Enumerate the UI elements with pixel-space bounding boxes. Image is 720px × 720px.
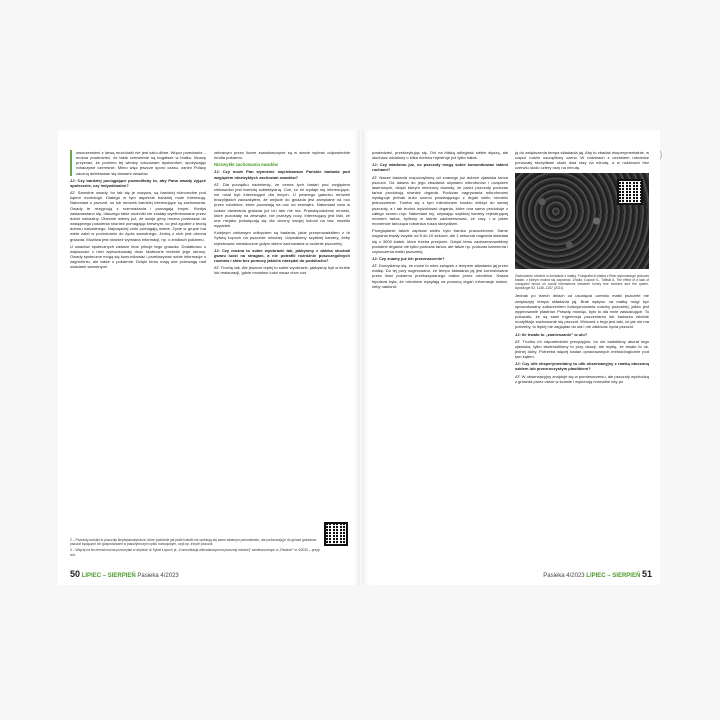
interview-answer: AT: Trochę tak. Ale jeszcze lepiej to sobie wyobrazić, jakbyśmy byli w klubie lub restauracji, gdzie mnóstwo ludzi naraz chce coś bbox=[214, 265, 350, 276]
interview-answer: Przeglądanie takich zapisów wideo było bardzo pracochłonne. Same nagrania trwały zwykle od 5 do 10 sekund, ale 1 sekunda nagrania składała się z 3000 klatek, które trzeba przejrzeć. Dzięki temu zaobserwowaliśmy podobne drgania nie tylko podczas tańca, ale także np. podczas karmienia i czyszczenia matki pszczelej. bbox=[372, 228, 508, 254]
interview-question: JJ: Czy znamy już ich przeznaczenie? bbox=[372, 255, 445, 261]
interview-answer: zebranym przez liczne zwiadowczynie są w stanie wybrać odpowiednie źródła pokarmu. bbox=[214, 150, 350, 161]
left-column-1 bbox=[70, 150, 206, 555]
photo-caption: Zachowanie robotnic w kontakcie z matką. Fotografia to klatka z filmu wykonanego podczas badań, z którym można się zapoznać. Źródło: Łopoch S., Tofilski A. The effect of a lack of uncapped brood on social interactions between honey bee workers and the queen. Apidologie 52, 1146–1157 (2021). bbox=[515, 273, 649, 291]
qr-code-right bbox=[617, 179, 643, 205]
interview-answer: AT: Samotne owady, bo tak się je nazywa, są bardziej różnorodne pod kątem morfologii. Dlatego w tym aspekcie bardziej mnie interesują. Natomiast u pszczół, os lub mrówek bardziej interesujące są zachowania. Owady te rezygnują z rozmnażania i pomagają innym. Kiedyś zastanawiano się, dlaczego takie osobniki nie zostały wyeliminowane przez dobór naturalny. Obecnie wiemy już, że swoje geny można przekazać do następnego pokolenia również pomagając krewnym, co jest zgodne z teorią doboru naturalnego. Najczęściej córki pomagają matce. Życie w grupie ma wiele zalet w porównaniu do życia samotnego. Jedną z nich jest obrona gniazda. Możliwa jest również wymiana informacji, np. o źródłach pokarmu. bbox=[70, 190, 206, 242]
right-page bbox=[362, 130, 660, 585]
right-column-1 bbox=[372, 150, 508, 574]
interview-answer: AT: Dla porządku nadmienię, że cenna tych badań pod względem ciekawości jest kwestią subiektywną. Coś, co mi wydaje się interesujące, nie musi być interesujące dla innych. U pewnego gatunku mrówek brazylijskich zauważyłem, że wejście do gniazda jest zamykane na noc przez robotnice, które pozostają na noc na zewnątrz. Natomiast rano w czasie otwierania gniazda już ich tam nie ma. Prawdopodobnie mrówki, które pozostały na zewnątrz, nie przeżyły nocy. Interesujący jest fakt, że one niejako poświęcają się dla obrony swojej kolonii na tzw. wszelki wypadek. bbox=[214, 181, 350, 229]
right-column-2 bbox=[515, 150, 649, 574]
footnote: 3 – Więcej na ten temat można przeczytać w artykule dr Sylwii Łopoch pt. „Komunikacja wibroakustyczna pszczoły miodnej” zamieszczonym w „Pasiece” nr 4/2020 – przyp. red. bbox=[70, 548, 321, 557]
photo-bees bbox=[515, 173, 649, 271]
interview-question: JJ: Ile trwało to „zamieszanie” w ulu? bbox=[515, 331, 588, 337]
interview-answer: AT: Nasze badania rozpoczęliśmy od znanego już dobrze zjawiska tańca pszczół. Od dawna do jego zbadania używano mikrofonów i urządzeń laserowych, dzięki którym mierzony dowody, że przez pszczoły podczas tańca produkują również drgania. Podczas nagrywania mikrofonami występuje jednak dużo szumu powstającego z drgań wielu robotnic jednocześnie. Trzeba się z tym mikrofonem bardzo zbliżyć do samej pszczoły, a i tak trudno wyizolować drgania, które ona sama produkuje z całego szumu roju. Natomiast my, używając szybkiej kamery rejestrującej moment tańca, byliśmy w stanie zaobserwować, że razy i w jakim momencie tańcząca robotnica rusza skrzydłami. bbox=[372, 174, 508, 227]
section-label: LIPIEC – SIERPIEŃ bbox=[81, 573, 136, 579]
interview-answer: AT: Domyślamy się, że może to mieć związek z tempem składania jaj przez matkę. Do tej pory sugerowano, że tempo składania jaj jest kontrolowane przez ilość pokarmu przekazywanego matce przez robotnice. Nasza hipoteza była, że robotnice wysyłają za pomocą drgań informacje matce, żeby nakłonić bbox=[372, 263, 508, 289]
interview-answer: Kolejnym ciekawym odkryciem są badania, jakie przeprowadziłem z dr Sylwią Łopoch na pszczole miodnej. Używaliśmy szybkiej kamery, żeby rejestrować niewidoczne gołym okiem zachowania w rodzinie pszczelej. bbox=[214, 230, 350, 246]
interview-answer: AT: W obserwacyjny znajduje się w pomieszczeniu, ale pszczoły wychodzą z gniazda przez otwór w ścianie i wykonują normalne loty po bbox=[515, 373, 649, 384]
interview-answer: U owadów społecznych zawsze ktoś pilnuje tego gniazda. Dodatkowo u większości z nich wyewoluowały dość skuteczne techniki jego obrony. Owady społeczne mogą się komunikować i przekazywać sobie informacje o zagrożeniu, ale także o pokarmie. Dzięki temu mają one przewagę nad owadami samotnymi. bbox=[70, 243, 206, 270]
issue-label: Pasieka 4/2023 bbox=[137, 573, 179, 579]
interview-answer: AT: Trudno mi odpowiedzieć precyzyjnie, bo nie badaliśmy akurat tego zjawiska, tylko stwierdziliśmy to przy okazji, ale myślę, że trwało to ok. jednej doby. Potrzeba więcej badań opracowanych metodologicznie pod tym kątem. bbox=[515, 338, 649, 360]
interview-answer: Jednak po trzech dniach od usunięcia czerwiu matki pszczele nie zwiększyły tempa składania jaj. Brak wpływu na matkę mógł być spowodowany zaburzeniem funkcjonowania rodziny pszczelej, jakim jest wypinowanie plastrów. Prawdę mówiąc, było to dla mnie zaskakujące. To pokazało, że są sami ingerencja pszczelarza lub badacza istotnie modyfikuje zachowanie się pszczół. Wniosek z tego jest taki, że jak nie ma potrzeby, to lepiej nie zaglądać do ula i nie zakłócać życia pszczół. bbox=[515, 293, 649, 330]
interview-question: JJ: Czy ulik eksperymentalny to ulik obserwacyjny z ramką otoczoną szkłem lub przezroczystym plastikiem? bbox=[515, 361, 649, 372]
qr-code-left bbox=[324, 522, 348, 546]
section-heading: Niezwykłe zachowania owadów bbox=[214, 162, 278, 168]
footer-left bbox=[70, 569, 179, 579]
interview-question: JJ: Czy może Pan wymienić najciekawsze Pańskie badania pod względem niezwykłych zachowań owadów? bbox=[214, 169, 350, 180]
interview-question: JJ: Czy bardziej pociągające pozwoliłoby to, aby Pana owady żyjące społecznie, czy indywidualne? bbox=[70, 177, 206, 188]
interview-answer: owoczerwieni z larwą muchówki nie jest szko-dliwe. Wręcz przeciwnie – można powiedzieć, że takie czerwienie są bogatsze w białko. Muszę przyznać, że pomimo tej wiedzy odczuwam dyskomfort, spożywając robaczywe czereśnie. Mimo więc jeszcze sporo czasu, zanim Polacy zaczną delektować się larwami owadów. bbox=[70, 150, 206, 176]
footnote: 2 – Pszczoły-kukułki to pszczoły kleptopasożytnicze, które podobnie jak ptaki kukułki nie opiekują się same własnym potomstwem, ale podrzucają je do gniazd gatunków pszczół będących ich gospodarzami w pasożytniczym cyklu rozwojowym, czyli np. innych pszczół. bbox=[70, 538, 317, 547]
interview-question: JJ: Czy można to sobie wyobrazić tak, jakbyśmy z daleka słuchali gwaru ludzi na stragani, a nie potrafili rozróżnić poszczególnych rozmów i słów bez pomocy jakichś narzędzi do podsłuchu? bbox=[214, 247, 350, 263]
page-number: 51 bbox=[641, 569, 652, 579]
footer-right bbox=[543, 569, 652, 579]
left-column-2 bbox=[214, 150, 350, 545]
interview-answer: powiedzieć, przekrzykując się. Oni na bliską odległość siebie słyszą, ale słuchacz oddalony o kilka metrów rejestruje już tylko hałas. bbox=[372, 150, 508, 161]
issue-label: Pasieka 4/2023 bbox=[543, 573, 585, 579]
page-number: 50 bbox=[70, 569, 81, 579]
footnotes bbox=[70, 538, 322, 559]
interview-question: JJ: Czy wiadomo już, co pszczoły mogą sobie komunikować takimi ruchami? bbox=[372, 162, 508, 173]
section-label: LIPIEC – SIERPIEŃ bbox=[586, 573, 641, 579]
interview-answer: ją do zwiększenia tempa składania jaj. Aby to zbadać eksperymentalnie, w części rodzin usunęliśmy czerw. W rodzinach z czerwiem robotnice poruszały skrzydłami około dwa razy na minutę, a w rodzinach bez czerwiu około cztery razy na minutę. bbox=[515, 150, 649, 171]
left-page bbox=[58, 130, 360, 585]
